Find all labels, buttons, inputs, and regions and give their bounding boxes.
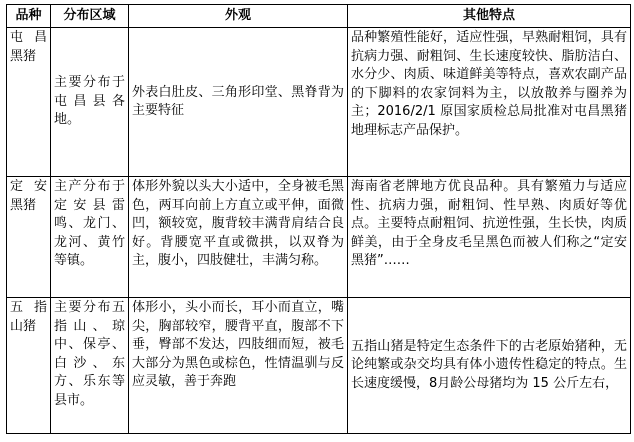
table-row bbox=[7, 298, 631, 434]
region-cell: 主要分布五指山、琼中、保亭、白沙、东方、乐东等县市。 bbox=[51, 298, 129, 434]
features-cell: 品种繁殖性能好，适应性强，早熟耐粗饲，具有抗病力强、耐粗饲、生长速度较快、脂肪洁白、水分少、肉质、味道鲜美等特点，喜欢农副产品的下脚料的农家饲料为主，以放散养与圈养为主；2016/2/1 原国家质检总局批准对屯昌黑猪地理标志产品保护。 bbox=[348, 28, 631, 177]
region-cell: 主要分布于屯昌县各地。 bbox=[51, 28, 129, 177]
appearance-cell: 体形外貌以头大小适中，全身被毛黑色，两耳向前上方直立或平伸，面微凹，额较宽，腹背较丰满背肩结合良好。背腰宽平直或微拱，以双脊为主，腹小，四肢健壮，丰满匀称。 bbox=[129, 177, 348, 298]
table-row bbox=[7, 28, 631, 177]
table-header bbox=[7, 5, 631, 28]
header-row bbox=[7, 5, 631, 28]
appearance-cell: 外表白肚皮、三角形印堂、黑脊背为主要特征 bbox=[129, 28, 348, 177]
header-region: 分布区域 bbox=[51, 5, 129, 28]
features-cell: 海南省老牌地方优良品种。具有繁殖力与适应性、抗病力强，耐粗饲、性早熟、肉质好等优点。主要特点耐粗饲、抗逆性强，生长快，肉质鲜美，由于全身皮毛呈黑色而被人们称之“定安黑猪”…… bbox=[348, 177, 631, 298]
pig-breeds-table bbox=[6, 4, 631, 434]
features-cell: 五指山猪是特定生态条件下的古老原始猪种，无论纯繁或杂交均具有体小遗传性稳定的特点。生长速度缓慢，8月龄公母猪均为 15 公斤左右， bbox=[348, 298, 631, 434]
header-features: 其他特点 bbox=[348, 5, 631, 28]
breed-cell: 定安黑猪 bbox=[7, 177, 51, 298]
region-cell: 主产分布于定安县雷鸣、龙门、龙河、黄竹等镇。 bbox=[51, 177, 129, 298]
breed-cell: 五指山猪 bbox=[7, 298, 51, 434]
header-breed: 品种 bbox=[7, 5, 51, 28]
breed-cell: 屯昌黑猪 bbox=[7, 28, 51, 177]
header-appearance: 外观 bbox=[129, 5, 348, 28]
table-row bbox=[7, 177, 631, 298]
table-body bbox=[7, 28, 631, 434]
appearance-cell: 体形小，头小而长，耳小而直立，嘴尖，胸部较窄，腰背平直，腹部不下垂，臀部不发达，四肢细而短，被毛大部分为黑色或棕色，性情温驯与反应灵敏，善于奔跑 bbox=[129, 298, 348, 434]
